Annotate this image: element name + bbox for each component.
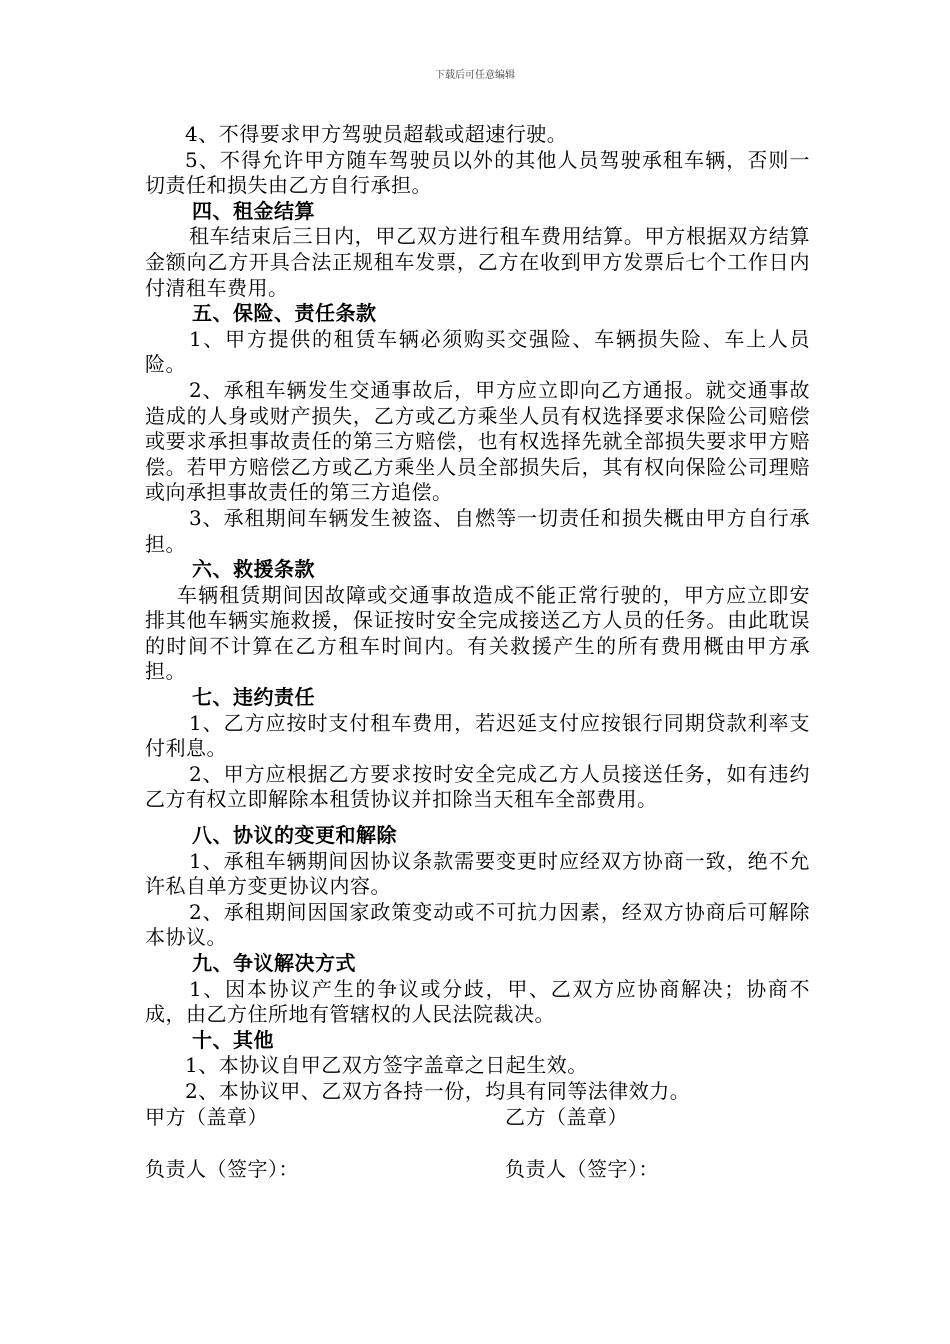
insurance-item-2: 2、承租车辆发生交通事故后，甲方应立即向乙方通报。就交通事故造成的人身或财产损失，乙方或乙方乘坐人员有权选择要求保险公司赔偿或要求承担事故责任的第三方赔偿，也有权选择先就全部损失要求甲方赔偿。若甲方赔偿乙方或乙方乘坐人员全部损失后，其有权向保险公司理赔或向承担事故责任的第三方追偿。 <box>145 377 810 505</box>
dispute-item-1: 1、因本协议产生的争议或分歧，甲、乙双方应协商解决；协商不成，由乙方住所地有管辖权的人民法院裁决。 <box>145 976 810 1027</box>
contract-body <box>145 122 810 1183</box>
section-heading-rescue: 六、救援条款 <box>192 557 315 582</box>
amendment-item-1: 1、承租车辆期间因协议条款需要变更时应经双方协商一致，绝不允许私自单方变更协议内容。 <box>145 848 810 899</box>
insurance-item-3: 3、承租期间车辆发生被盗、自燃等一切责任和损失概由甲方自行承担。 <box>145 505 810 556</box>
insurance-item-1: 1、甲方提供的租赁车辆必须购买交强险、车辆损失险、车上人员险。 <box>145 326 810 377</box>
other-item-1: 1、本协议自甲乙双方签字盖章之日起生效。 <box>185 1053 588 1078</box>
rescue-paragraph: 车辆租赁期间因故障或交通事故造成不能正常行驶的，甲方应立即安排其他车辆实施救援，保证按时安全完成接送乙方人员的任务。由此耽误的时间不计算在乙方租车时间内。有关救援产生的所有费用概由甲方承担。 <box>145 582 810 684</box>
party-a-seal-label: 甲方（盖章） <box>145 1104 268 1129</box>
section-heading-breach: 七、违约责任 <box>192 685 315 710</box>
breach-item-1: 1、乙方应按时支付租车费用，若迟延支付应按银行同期贷款利率支付利息。 <box>145 710 810 761</box>
seal-row <box>145 1105 810 1131</box>
section-heading-rent-settlement: 四、租金结算 <box>192 198 315 223</box>
section-heading-insurance: 五、保险、责任条款 <box>192 301 377 326</box>
clause-3-item-5: 5、不得允许甲方随车驾驶员以外的其他人员驾驶承租车辆，否则一切责任和损失由乙方自行承担。 <box>145 147 810 198</box>
party-b-signature-label: 负责人（签字）： <box>505 1157 659 1182</box>
party-b-seal-label: 乙方（盖章） <box>505 1104 628 1129</box>
signature-row <box>145 1157 810 1183</box>
rent-settlement-paragraph: 租车结束后三日内，甲乙双方进行租车费用结算。甲方根据双方结算金额向乙方开具合法正规租车发票，乙方在收到甲方发票后七个工作日内付清租车费用。 <box>145 224 810 300</box>
amendment-item-2: 2、承租期间因国家政策变动或不可抗力因素，经双方协商后可解除本协议。 <box>145 899 810 950</box>
clause-3-item-4: 4、不得要求甲方驾驶员超载或超速行驶。 <box>185 122 568 146</box>
section-heading-other: 十、其他 <box>192 1027 274 1052</box>
section-heading-dispute: 九、争议解决方式 <box>192 951 356 975</box>
breach-item-2: 2、甲方应根据乙方要求按时安全完成乙方人员接送任务，如有违约乙方有权立即解除本租赁协议并扣除当天租车全部费用。 <box>145 761 810 812</box>
party-a-signature-label: 负责人（签字）： <box>145 1157 299 1182</box>
watermark-text: 下载后可任意编辑 <box>435 70 515 81</box>
section-heading-amendment: 八、协议的变更和解除 <box>192 823 397 848</box>
other-item-2: 2、本协议甲、乙双方各持一份，均具有同等法律效力。 <box>185 1078 691 1103</box>
